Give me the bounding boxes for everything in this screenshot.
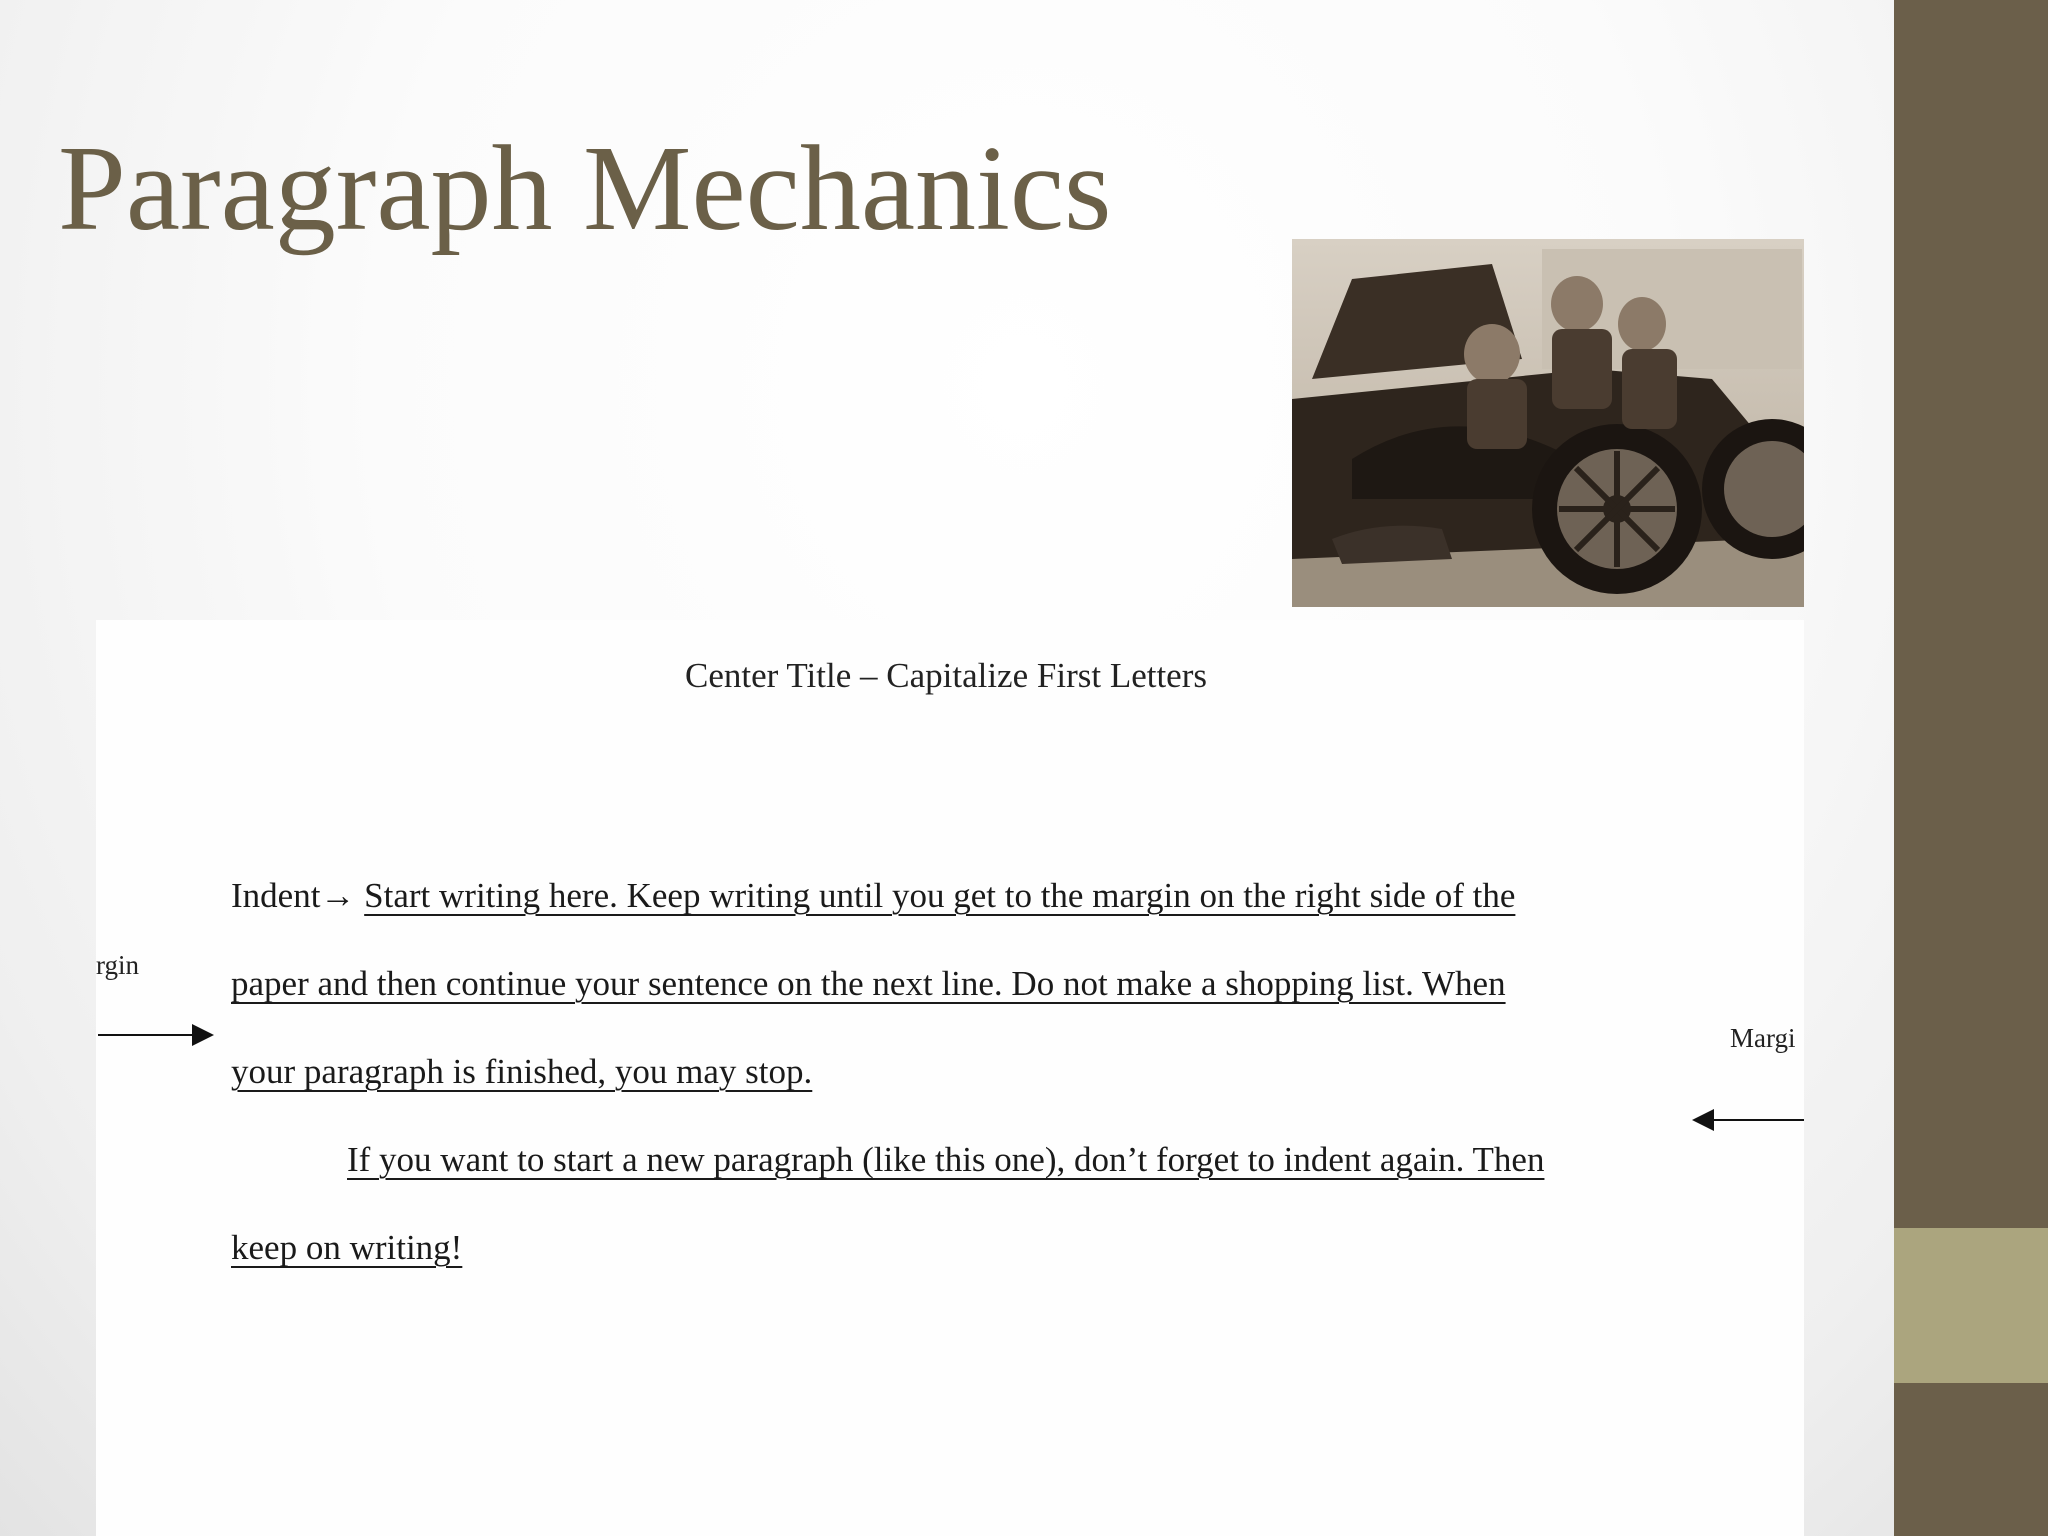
- indent-label: Indent: [231, 876, 321, 915]
- line-text-5: keep on writing!: [231, 1228, 463, 1267]
- line-text-3: your paragraph is finished, you may stop.: [231, 1052, 813, 1091]
- vintage-car-photo: [1292, 239, 1804, 607]
- paragraph-line-1: [231, 878, 1515, 913]
- document-example: [96, 620, 1804, 1536]
- paragraph-line-3: [231, 1054, 812, 1089]
- paragraph-line-5: [231, 1230, 462, 1265]
- line-text-1: Start writing here. Keep writing until you get to the margin on the right side of the: [364, 876, 1516, 915]
- line-text-2: paper and then continue your sentence on the next line. Do not make a shopping list. When: [231, 964, 1506, 1003]
- left-margin-arrow-icon: [96, 1020, 216, 1050]
- side-accent-bar-top: [1894, 0, 2048, 1228]
- paragraph-line-4: [347, 1142, 1544, 1177]
- center-title-text: Center Title – Capitalize First Letters: [684, 656, 1207, 695]
- indent-arrow-icon: →: [320, 876, 356, 915]
- line-text-4: If you want to start a new paragraph (like this one), don’t forget to indent again. Then: [347, 1140, 1545, 1179]
- left-margin-label: rgin: [96, 950, 140, 980]
- paragraph-line-2: [231, 966, 1506, 1001]
- right-margin-label: Margi: [1730, 1023, 1796, 1053]
- document-center-title: [96, 656, 1804, 696]
- slide-title: Paragraph Mechanics: [58, 121, 1112, 256]
- right-margin-arrow-icon: [1690, 1105, 1804, 1135]
- side-accent-bar-bottom: [1894, 1383, 2048, 1536]
- side-accent-bar-middle: [1894, 1228, 2048, 1383]
